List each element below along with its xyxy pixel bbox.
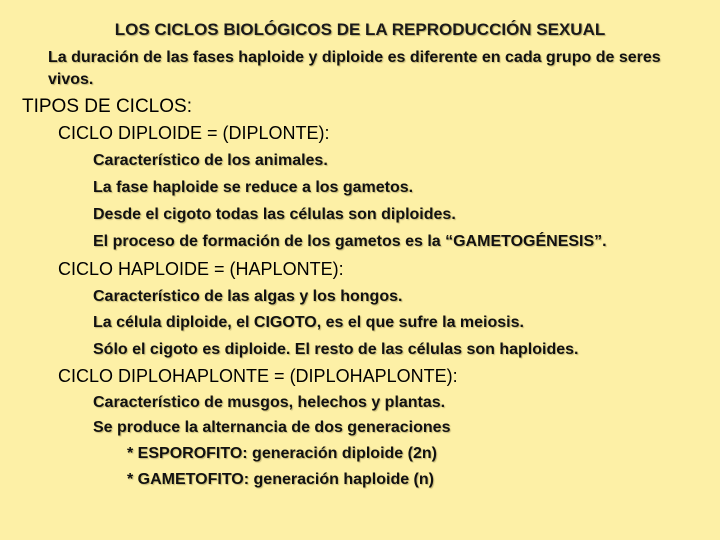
list-item: Sólo el cigoto es diploide. El resto de las células son haploides. <box>93 341 579 358</box>
cycle-heading-diplohaplonte: CICLO DIPLOHAPLONTE = (DIPLOHAPLONTE): <box>58 366 458 386</box>
list-item: La fase haploide se reduce a los gametos. <box>93 179 414 196</box>
list-item: Se produce la alternancia de dos generaciones <box>93 419 451 436</box>
intro-paragraph: La duración de las fases haploide y diploide es diferente en cada grupo de seres vivos. <box>48 49 661 88</box>
list-item: El proceso de formación de los gametos es la “GAMETOGÉNESIS”. <box>93 233 607 250</box>
list-item: Característico de las algas y los hongos. <box>93 288 403 305</box>
slide-title: LOS CICLOS BIOLÓGICOS DE LA REPRODUCCIÓN SEXUAL <box>114 20 606 39</box>
cycle-heading-diploide: CICLO DIPLOIDE = (DIPLONTE): <box>58 123 330 143</box>
list-item: Característico de los animales. <box>93 152 328 169</box>
tipos-heading: TIPOS DE CICLOS: <box>22 96 192 117</box>
list-item: Desde el cigoto todas las células son diploides. <box>93 206 456 223</box>
sub-list-item: * ESPOROFITO: generación diploide (2n) <box>127 445 437 462</box>
sub-list-item: * GAMETOFITO: generación haploide (n) <box>127 471 434 488</box>
list-item: La célula diploide, el CIGOTO, es el que sufre la meiosis. <box>93 314 524 331</box>
cycle-heading-haploide: CICLO HAPLOIDE = (HAPLONTE): <box>58 259 344 279</box>
list-item: Característico de musgos, helechos y plantas. <box>93 394 446 411</box>
